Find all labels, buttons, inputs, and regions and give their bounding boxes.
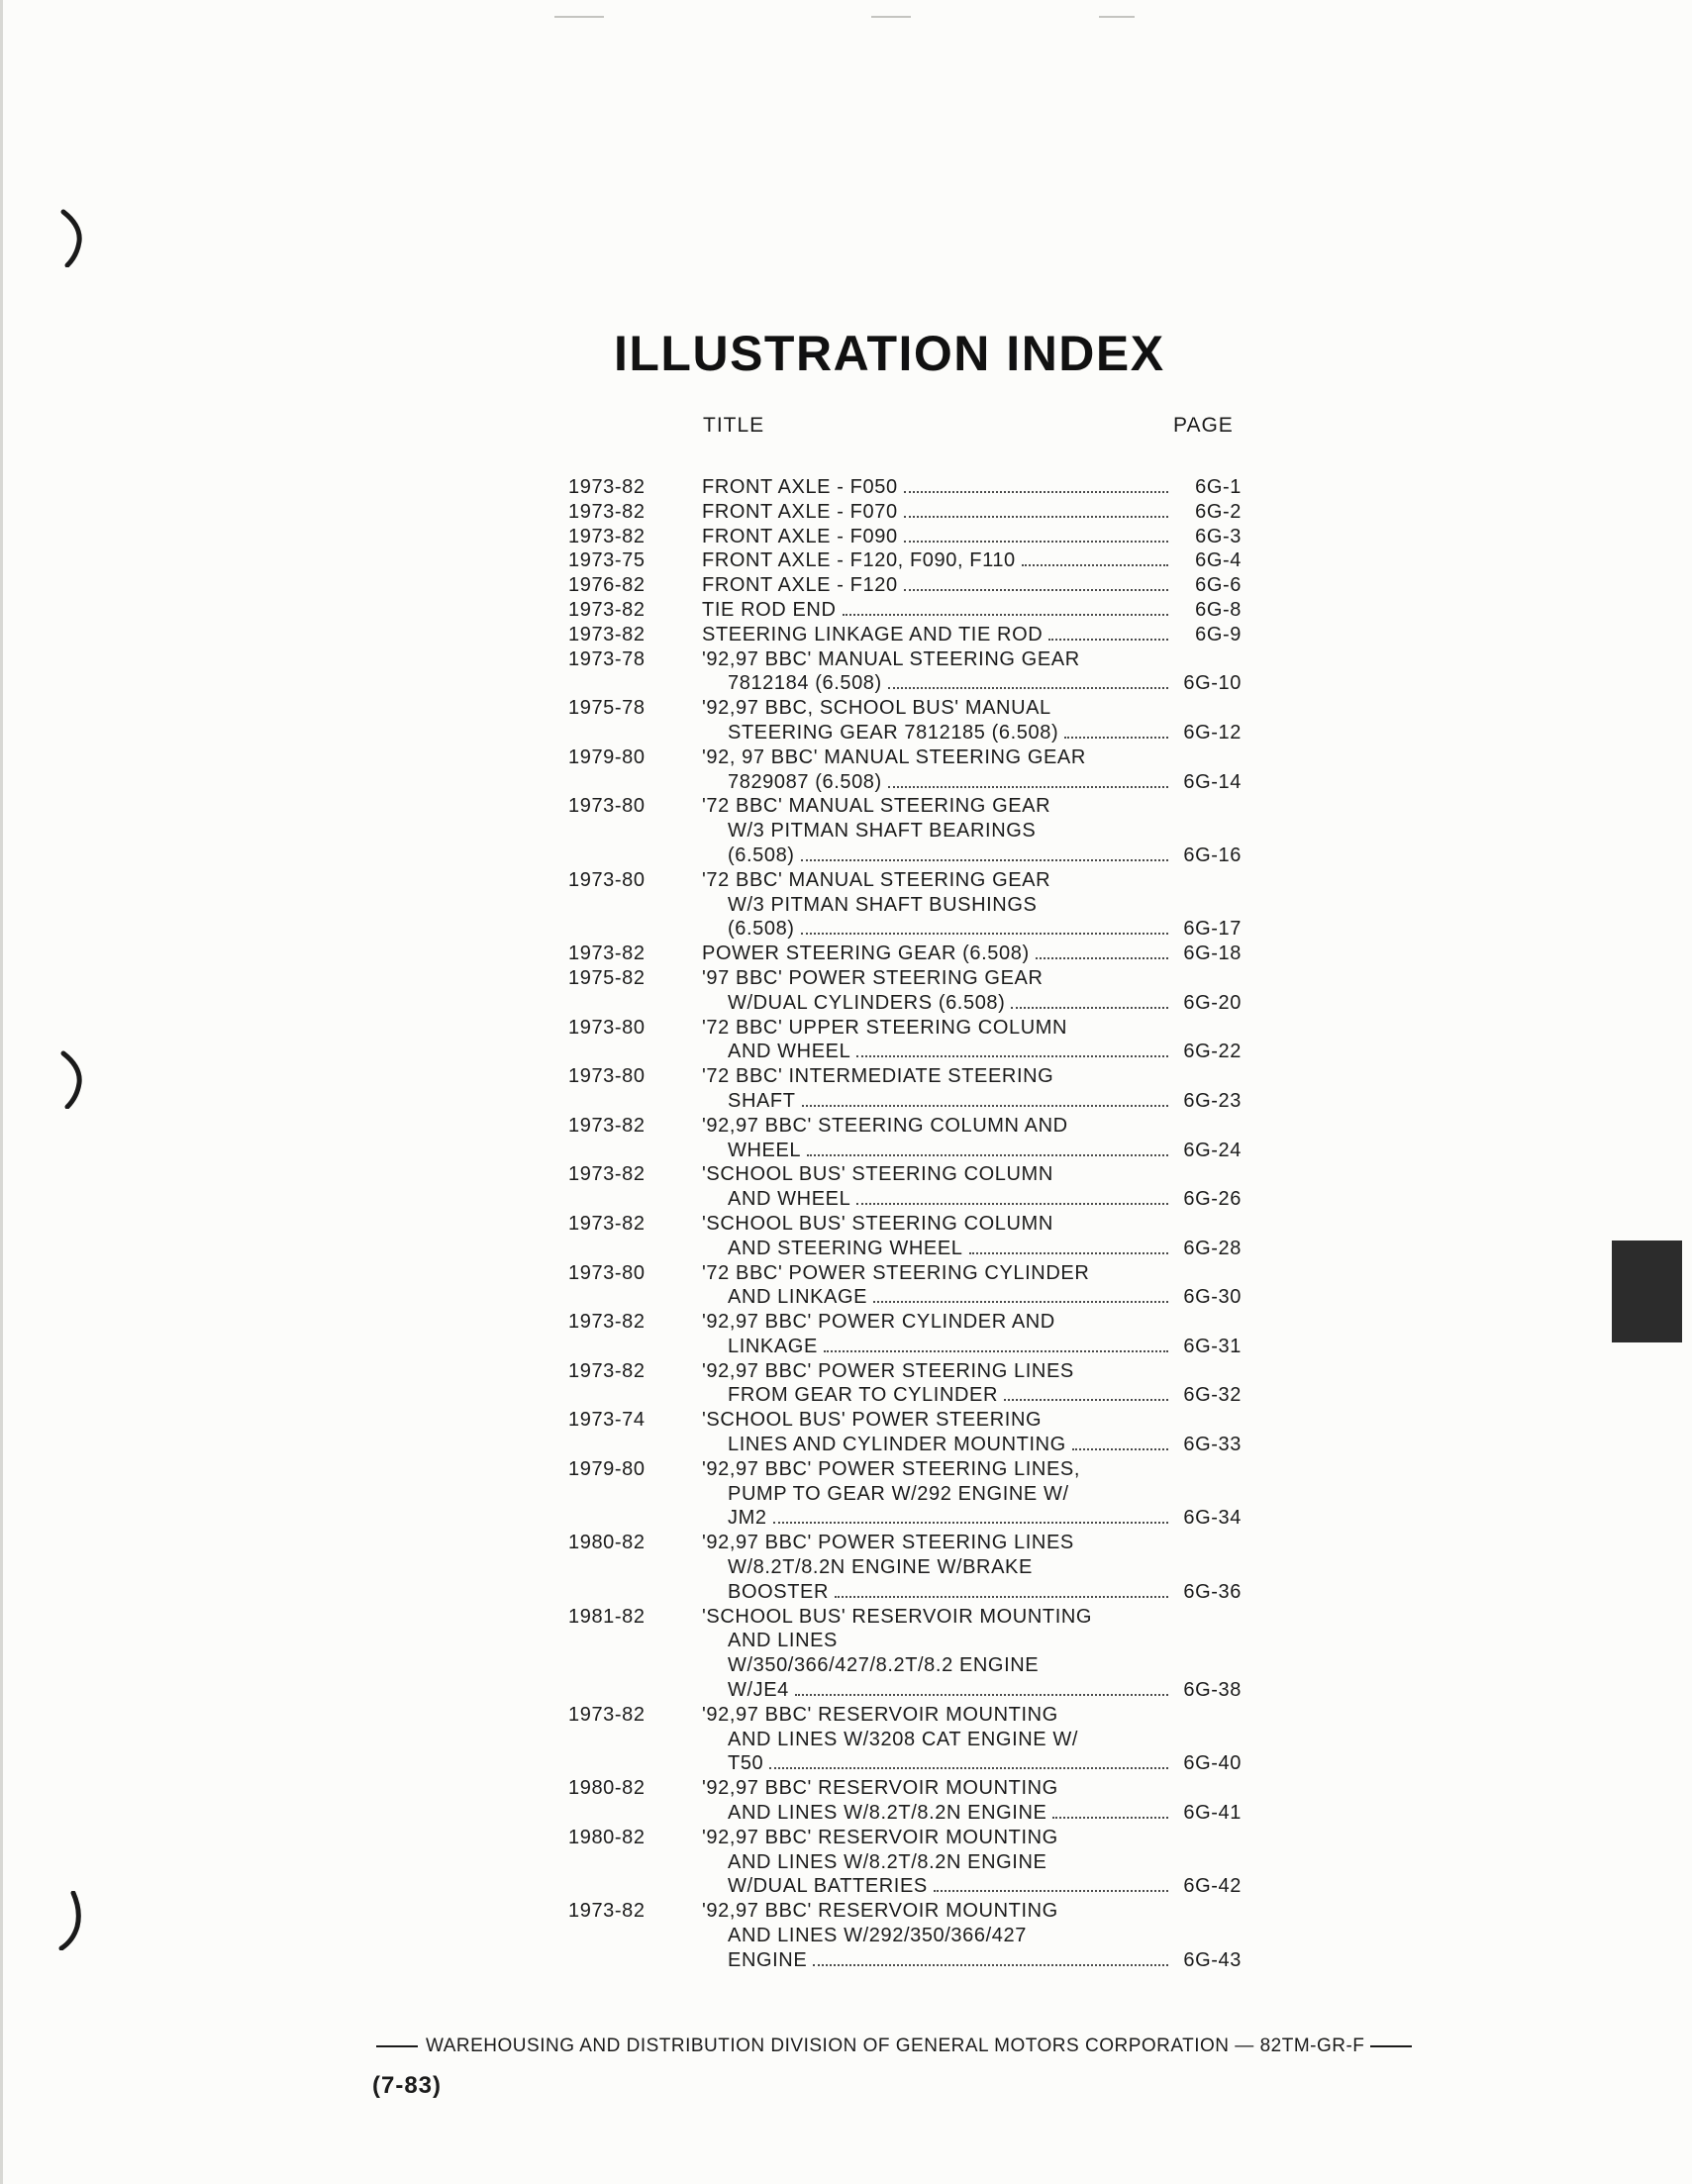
- entry-title-block: [702, 745, 1242, 795]
- entry-title-line: [702, 1703, 1242, 1728]
- entry-title-text: FRONT AXLE - F090: [702, 525, 898, 547]
- entry-year: 1973-82: [568, 1359, 646, 1382]
- index-entry: [568, 1605, 1242, 1703]
- entry-title-block: [702, 573, 1242, 598]
- entry-title-line: [702, 1924, 1242, 1948]
- entry-title-block: [702, 942, 1242, 966]
- entry-page: 6G-34: [1183, 1507, 1242, 1530]
- entry-year: 1973-82: [568, 1703, 646, 1726]
- dot-leader: [835, 1596, 1168, 1598]
- entry-title-line: [702, 1212, 1242, 1237]
- entry-title-line: [702, 1261, 1242, 1286]
- entry-title-line: [702, 475, 1242, 500]
- entry-year: 1973-80: [568, 795, 646, 818]
- index-entry: [568, 1703, 1242, 1776]
- entry-title-block: [702, 1605, 1242, 1703]
- entry-title-text: AND WHEEL: [728, 1041, 851, 1063]
- entry-year: 1981-82: [568, 1605, 646, 1628]
- index-entry: [568, 1064, 1242, 1114]
- entry-title-block: [702, 1408, 1242, 1457]
- entry-page: 6G-4: [1195, 549, 1242, 572]
- dot-leader: [769, 1767, 1168, 1769]
- dot-leader: [934, 1890, 1168, 1892]
- entry-title-text: AND LINES: [728, 1630, 838, 1652]
- entry-year: 1973-80: [568, 1065, 646, 1088]
- entry-title-block: [702, 1016, 1242, 1065]
- entry-title-text: '92,97 BBC' RESERVOIR MOUNTING: [702, 1777, 1058, 1800]
- entry-title-block: [702, 1776, 1242, 1826]
- entry-title-line: [702, 1580, 1242, 1605]
- entry-title-text: AND LINES W/8.2T/8.2N ENGINE: [728, 1850, 1047, 1873]
- dot-leader: [813, 1964, 1168, 1966]
- entry-title-text: W/8.2T/8.2N ENGINE W/BRAKE: [728, 1556, 1033, 1579]
- entry-title-text: '92,97 BBC' POWER STEERING LINES: [702, 1532, 1074, 1554]
- scan-mark: [871, 16, 911, 18]
- index-entry: [568, 1016, 1242, 1065]
- entry-title-line: [702, 1408, 1242, 1433]
- entry-title-line: [702, 1506, 1242, 1531]
- entry-title-text: 'SCHOOL BUS' STEERING COLUMN: [702, 1212, 1053, 1235]
- entry-title-text: FRONT AXLE - F070: [702, 500, 898, 523]
- entry-year: 1973-82: [568, 1114, 646, 1137]
- scan-mark: [554, 16, 604, 18]
- entry-title-line: [702, 991, 1242, 1016]
- entry-year: 1975-82: [568, 966, 646, 989]
- dot-leader: [873, 1301, 1168, 1303]
- entry-title-line: [702, 966, 1242, 991]
- entry-year: 1973-82: [568, 623, 646, 645]
- entry-title-text: FRONT AXLE - F120, F090, F110: [702, 549, 1016, 572]
- entry-year: 1973-82: [568, 1311, 646, 1334]
- binder-hole-icon: [57, 208, 87, 267]
- dot-leader: [802, 1105, 1168, 1107]
- entry-title-line: [702, 1139, 1242, 1163]
- footer-rule: [1370, 2045, 1412, 2047]
- entry-page: 6G-24: [1183, 1139, 1242, 1161]
- entry-page: 6G-30: [1183, 1286, 1242, 1309]
- dot-leader: [904, 491, 1168, 493]
- entry-title-text: FRONT AXLE - F050: [702, 476, 898, 498]
- dot-leader: [773, 1522, 1168, 1524]
- entry-page: 6G-16: [1183, 844, 1242, 866]
- entry-year: 1973-82: [568, 598, 646, 621]
- entry-title-line: [702, 1629, 1242, 1653]
- dot-leader: [904, 516, 1168, 518]
- entry-title-line: [702, 1801, 1242, 1826]
- index-entry: [568, 745, 1242, 795]
- entry-year: 1973-82: [568, 500, 646, 523]
- entry-title-line: [702, 1653, 1242, 1678]
- entry-year: 1973-80: [568, 868, 646, 891]
- entry-title-text: W/3 PITMAN SHAFT BEARINGS: [728, 820, 1037, 843]
- entry-title-line: [702, 1187, 1242, 1212]
- entry-title-text: BOOSTER: [728, 1580, 829, 1603]
- binder-hole-icon: [57, 1049, 87, 1109]
- entry-title-line: [702, 1064, 1242, 1089]
- entry-title-text: LINKAGE: [728, 1335, 818, 1357]
- entry-title-line: [702, 1433, 1242, 1457]
- entry-title-block: [702, 1703, 1242, 1776]
- entry-title-line: [702, 1457, 1242, 1482]
- entry-title-line: [702, 1728, 1242, 1752]
- entry-title-line: [702, 1874, 1242, 1899]
- entry-title-line: [702, 745, 1242, 770]
- index-entry: [568, 647, 1242, 697]
- entry-title-line: [702, 1114, 1242, 1139]
- entry-title-line: [702, 770, 1242, 795]
- dot-leader: [904, 541, 1168, 543]
- entry-page: 6G-42: [1183, 1875, 1242, 1898]
- index-entry: [568, 500, 1242, 525]
- entry-title-block: [702, 500, 1242, 525]
- entry-page: 6G-36: [1183, 1580, 1242, 1603]
- dot-leader: [801, 859, 1168, 861]
- entry-title-text: '72 BBC' INTERMEDIATE STEERING: [702, 1065, 1054, 1088]
- binder-hole-icon: [57, 1891, 87, 1950]
- entry-title-text: POWER STEERING GEAR (6.508): [702, 943, 1030, 965]
- dot-leader: [856, 1055, 1168, 1057]
- entry-year: 1973-82: [568, 1212, 646, 1235]
- index-entry: [568, 573, 1242, 598]
- entry-title-text: '92,97 BBC' MANUAL STEERING GEAR: [702, 647, 1080, 670]
- dot-leader: [1004, 1399, 1168, 1401]
- entry-title-line: [702, 573, 1242, 598]
- entry-page: 6G-14: [1183, 770, 1242, 793]
- index-entry: [568, 525, 1242, 549]
- dot-leader: [1011, 1007, 1168, 1009]
- dot-leader: [904, 589, 1168, 591]
- entry-page: 6G-2: [1195, 500, 1242, 523]
- entry-title-text: AND LINES W/3208 CAT ENGINE W/: [728, 1728, 1079, 1750]
- index-entry: [568, 1310, 1242, 1359]
- entry-year: 1973-82: [568, 476, 646, 498]
- entry-page: 6G-18: [1183, 943, 1242, 965]
- entry-title-text: WHEEL: [728, 1139, 802, 1161]
- index-list: [568, 475, 1242, 1973]
- entry-title-block: [702, 1064, 1242, 1114]
- entry-page: 6G-9: [1195, 623, 1242, 645]
- dot-leader: [1022, 564, 1168, 566]
- index-entry: [568, 475, 1242, 500]
- entry-title-block: [702, 475, 1242, 500]
- dot-leader: [824, 1350, 1168, 1352]
- entry-title-block: [702, 1359, 1242, 1409]
- entry-page: 6G-41: [1183, 1802, 1242, 1825]
- entry-title-text: '92, 97 BBC' MANUAL STEERING GEAR: [702, 745, 1086, 768]
- index-entry: [568, 1826, 1242, 1899]
- entry-title-block: [702, 1261, 1242, 1311]
- footer-division-text: WAREHOUSING AND DISTRIBUTION DIVISION OF GENERAL MOTORS CORPORATION — 82TM-GR-F: [426, 2035, 1365, 2056]
- dot-leader: [1072, 1448, 1168, 1450]
- entry-page: 6G-26: [1183, 1188, 1242, 1211]
- entry-title-line: [702, 1359, 1242, 1384]
- entry-title-text: STEERING LINKAGE AND TIE ROD: [702, 623, 1044, 645]
- entry-title-text: '72 BBC' MANUAL STEERING GEAR: [702, 868, 1051, 891]
- entry-title-text: W/350/366/427/8.2T/8.2 ENGINE: [728, 1654, 1040, 1677]
- entry-title-line: [702, 1555, 1242, 1580]
- column-header-title: TITLE: [703, 414, 765, 437]
- entry-title-line: [702, 623, 1242, 647]
- entry-year: 1980-82: [568, 1532, 646, 1554]
- index-entry: [568, 1359, 1242, 1409]
- dot-leader: [888, 786, 1168, 788]
- index-entry: [568, 696, 1242, 745]
- entry-title-text: PUMP TO GEAR W/292 ENGINE W/: [728, 1482, 1069, 1505]
- entry-title-line: [702, 1383, 1242, 1408]
- entry-title-text: ENGINE: [728, 1948, 808, 1971]
- entry-year: 1973-78: [568, 647, 646, 670]
- entry-title-line: [702, 598, 1242, 623]
- entry-title-text: '97 BBC' POWER STEERING GEAR: [702, 966, 1044, 989]
- index-entry: [568, 942, 1242, 966]
- entry-title-text: AND LINES W/8.2T/8.2N ENGINE: [728, 1802, 1047, 1825]
- entry-title-text: LINES AND CYLINDER MOUNTING: [728, 1434, 1066, 1456]
- index-entry: [568, 1531, 1242, 1604]
- entry-title-text: W/3 PITMAN SHAFT BUSHINGS: [728, 893, 1038, 916]
- page-title: ILLUSTRATION INDEX: [614, 326, 1165, 381]
- index-entry: [568, 868, 1242, 942]
- index-entry: [568, 1212, 1242, 1261]
- entry-year: 1973-82: [568, 525, 646, 547]
- binding-edge: [0, 0, 3, 2184]
- entry-title-block: [702, 1899, 1242, 1972]
- entry-title-line: [702, 1605, 1242, 1630]
- entry-page: 6G-40: [1183, 1752, 1242, 1775]
- entry-title-block: [702, 525, 1242, 549]
- entry-title-block: [702, 623, 1242, 647]
- dot-leader: [1064, 737, 1168, 739]
- footer-rule: [376, 2045, 418, 2047]
- entry-title-text: SHAFT: [728, 1089, 796, 1112]
- entry-year: 1973-75: [568, 549, 646, 572]
- column-header-page: PAGE: [1173, 414, 1234, 437]
- entry-year: 1976-82: [568, 574, 646, 597]
- dot-leader: [807, 1154, 1168, 1156]
- footer-date: (7-83): [372, 2072, 443, 2099]
- dot-leader: [1048, 639, 1168, 641]
- entry-page: 6G-32: [1183, 1384, 1242, 1407]
- entry-title-line: [702, 1335, 1242, 1359]
- entry-title-block: [702, 696, 1242, 745]
- dot-leader: [801, 933, 1168, 935]
- entry-title-line: [702, 819, 1242, 844]
- dot-leader: [969, 1252, 1169, 1254]
- entry-title-block: [702, 1114, 1242, 1163]
- entry-page: 6G-1: [1195, 476, 1242, 498]
- entry-title-text: '92,97 BBC' STEERING COLUMN AND: [702, 1114, 1068, 1137]
- entry-title-line: [702, 1776, 1242, 1801]
- index-entry: [568, 623, 1242, 647]
- entry-title-block: [702, 598, 1242, 623]
- entry-title-line: [702, 1826, 1242, 1850]
- entry-year: 1980-82: [568, 1826, 646, 1848]
- entry-title-text: '92,97 BBC' RESERVOIR MOUNTING: [702, 1703, 1058, 1726]
- entry-title-text: 'SCHOOL BUS' STEERING COLUMN: [702, 1163, 1053, 1186]
- entry-title-block: [702, 1531, 1242, 1604]
- entry-year: 1980-82: [568, 1777, 646, 1800]
- entry-page: 6G-23: [1183, 1089, 1242, 1112]
- entry-title-block: [702, 1826, 1242, 1899]
- entry-page: 6G-12: [1183, 721, 1242, 744]
- index-entry: [568, 1261, 1242, 1311]
- entry-title-text: T50: [728, 1752, 764, 1775]
- entry-year: 1979-80: [568, 745, 646, 768]
- entry-title-line: [702, 671, 1242, 696]
- entry-page: 6G-20: [1183, 991, 1242, 1014]
- entry-year: 1975-78: [568, 697, 646, 720]
- entry-title-line: [702, 1285, 1242, 1310]
- entry-title-block: [702, 1212, 1242, 1261]
- entry-title-text: '92,97 BBC' POWER CYLINDER AND: [702, 1311, 1055, 1334]
- scan-mark: [1099, 16, 1135, 18]
- entry-page: 6G-38: [1183, 1679, 1242, 1702]
- entry-title-text: (6.508): [728, 918, 795, 941]
- index-entry: [568, 1457, 1242, 1531]
- entry-title-line: [702, 1678, 1242, 1703]
- entry-title-line: [702, 1531, 1242, 1555]
- dot-leader: [1052, 1817, 1168, 1819]
- entry-title-line: [702, 1850, 1242, 1875]
- entry-page: 6G-3: [1195, 525, 1242, 547]
- entry-title-line: [702, 548, 1242, 573]
- dot-leader: [843, 614, 1169, 616]
- entry-title-block: [702, 1310, 1242, 1359]
- entry-page: 6G-17: [1183, 918, 1242, 941]
- entry-title-line: [702, 1899, 1242, 1924]
- entry-title-text: '92,97 BBC' RESERVOIR MOUNTING: [702, 1900, 1058, 1923]
- index-entry: [568, 1776, 1242, 1826]
- entry-title-text: FRONT AXLE - F120: [702, 574, 898, 597]
- entry-title-text: TIE ROD END: [702, 598, 837, 621]
- entry-title-line: [702, 893, 1242, 918]
- entry-title-text: 'SCHOOL BUS' POWER STEERING: [702, 1409, 1043, 1432]
- entry-title-block: [702, 1457, 1242, 1531]
- entry-title-text: AND LINKAGE: [728, 1286, 868, 1309]
- entry-title-text: '92,97 BBC, SCHOOL BUS' MANUAL: [702, 697, 1051, 720]
- entry-title-text: AND WHEEL: [728, 1188, 851, 1211]
- entry-title-block: [702, 966, 1242, 1016]
- entry-page: 6G-6: [1195, 574, 1242, 597]
- entry-title-line: [702, 1310, 1242, 1335]
- entry-title-line: [702, 942, 1242, 966]
- dot-leader: [1036, 957, 1168, 959]
- entry-title-text: '92,97 BBC' POWER STEERING LINES: [702, 1359, 1074, 1382]
- entry-page: 6G-22: [1183, 1041, 1242, 1063]
- entry-page: 6G-10: [1183, 672, 1242, 695]
- entry-title-line: [702, 917, 1242, 942]
- index-entry: [568, 1408, 1242, 1457]
- index-entry: [568, 598, 1242, 623]
- index-entry: [568, 1114, 1242, 1163]
- entry-title-line: [702, 721, 1242, 745]
- entry-title-text: 7829087 (6.508): [728, 770, 882, 793]
- entry-title-text: STEERING GEAR 7812185 (6.508): [728, 721, 1059, 744]
- dot-leader: [888, 687, 1168, 689]
- entry-title-line: [702, 1751, 1242, 1776]
- index-entry: [568, 548, 1242, 573]
- entry-year: 1973-74: [568, 1409, 646, 1432]
- entry-title-line: [702, 844, 1242, 868]
- entry-year: 1973-82: [568, 943, 646, 965]
- entry-year: 1973-80: [568, 1016, 646, 1039]
- footer-division: [376, 2035, 1445, 2057]
- entry-title-text: 'SCHOOL BUS' RESERVOIR MOUNTING: [702, 1605, 1093, 1628]
- entry-title-line: [702, 525, 1242, 549]
- entry-title-line: [702, 1237, 1242, 1261]
- entry-title-line: [702, 1016, 1242, 1041]
- index-entry: [568, 1162, 1242, 1212]
- entry-title-line: [702, 868, 1242, 893]
- entry-title-text: '72 BBC' MANUAL STEERING GEAR: [702, 795, 1051, 818]
- entry-title-block: [702, 794, 1242, 867]
- entry-title-text: AND LINES W/292/350/366/427: [728, 1925, 1027, 1947]
- entry-year: 1979-80: [568, 1457, 646, 1480]
- entry-title-line: [702, 794, 1242, 819]
- entry-title-line: [702, 647, 1242, 672]
- entry-title-line: [702, 1948, 1242, 1973]
- entry-title-text: 7812184 (6.508): [728, 672, 882, 695]
- dot-leader: [795, 1694, 1168, 1696]
- entry-title-text: W/DUAL BATTERIES: [728, 1875, 928, 1898]
- entry-title-text: W/DUAL CYLINDERS (6.508): [728, 991, 1006, 1014]
- entry-title-text: (6.508): [728, 844, 795, 866]
- section-tab-marker: [1612, 1241, 1682, 1342]
- index-entry: [568, 794, 1242, 867]
- entry-title-text: '92,97 BBC' RESERVOIR MOUNTING: [702, 1826, 1058, 1848]
- entry-page: 6G-8: [1195, 598, 1242, 621]
- entry-title-block: [702, 548, 1242, 573]
- entry-title-line: [702, 1089, 1242, 1114]
- entry-year: 1973-82: [568, 1163, 646, 1186]
- index-entry: [568, 966, 1242, 1016]
- entry-title-block: [702, 1162, 1242, 1212]
- entry-title-text: FROM GEAR TO CYLINDER: [728, 1384, 999, 1407]
- entry-title-text: '72 BBC' POWER STEERING CYLINDER: [702, 1261, 1090, 1284]
- entry-title-text: JM2: [728, 1507, 767, 1530]
- entry-title-text: AND STEERING WHEEL: [728, 1237, 963, 1259]
- entry-title-text: W/JE4: [728, 1679, 789, 1702]
- entry-title-line: [702, 696, 1242, 721]
- entry-page: 6G-28: [1183, 1237, 1242, 1259]
- entry-year: 1973-82: [568, 1900, 646, 1923]
- dot-leader: [856, 1203, 1168, 1205]
- entry-year: 1973-80: [568, 1261, 646, 1284]
- entry-page: 6G-33: [1183, 1434, 1242, 1456]
- entry-title-line: [702, 1482, 1242, 1507]
- entry-title-text: '92,97 BBC' POWER STEERING LINES,: [702, 1457, 1080, 1480]
- entry-page: 6G-43: [1183, 1948, 1242, 1971]
- entry-title-line: [702, 1040, 1242, 1064]
- entry-title-block: [702, 647, 1242, 697]
- index-entry: [568, 1899, 1242, 1972]
- entry-title-line: [702, 500, 1242, 525]
- entry-title-block: [702, 868, 1242, 942]
- entry-page: 6G-31: [1183, 1335, 1242, 1357]
- entry-title-line: [702, 1162, 1242, 1187]
- entry-title-text: '72 BBC' UPPER STEERING COLUMN: [702, 1016, 1068, 1039]
